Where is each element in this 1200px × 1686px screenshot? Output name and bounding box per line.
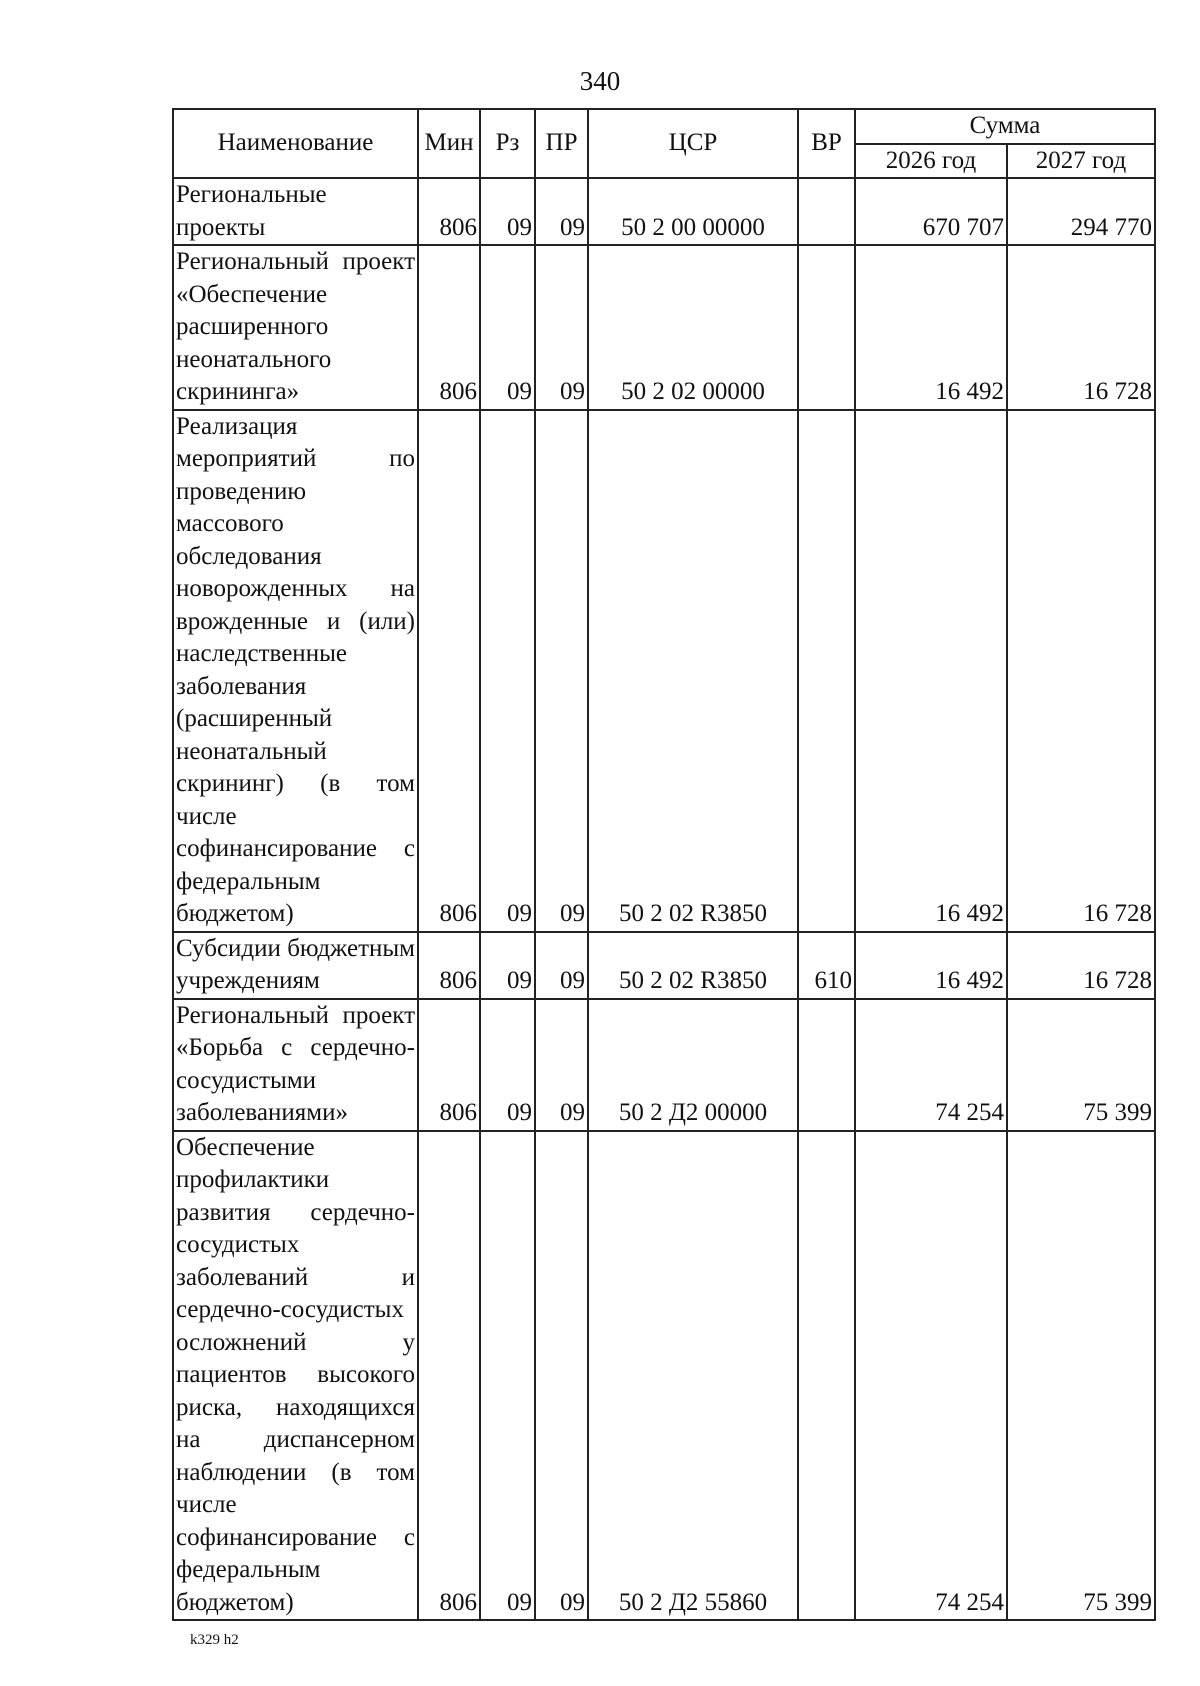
row-sum-2026: 16 492 (855, 245, 1007, 410)
row-min: 806 (418, 410, 480, 932)
header-vr: ВР (798, 109, 855, 178)
table-row (173, 178, 1155, 245)
row-csr: 50 2 02 R3850 (588, 932, 798, 999)
row-csr: 50 2 00 00000 (588, 178, 798, 245)
footer-code: k329 h2 (190, 1632, 239, 1648)
row-min: 806 (418, 245, 480, 410)
row-rz: 09 (480, 999, 535, 1131)
row-pr: 09 (535, 410, 588, 932)
row-min: 806 (418, 932, 480, 999)
row-pr: 09 (535, 245, 588, 410)
row-min: 806 (418, 178, 480, 245)
row-name: Региональный проект «Обеспечение расширенного неонатального скрининга» (173, 245, 418, 410)
row-rz: 09 (480, 245, 535, 410)
row-name: Субсидии бюджетным учреждениям (173, 932, 418, 999)
row-csr: 50 2 Д2 55860 (588, 1131, 798, 1621)
row-csr: 50 2 02 00000 (588, 245, 798, 410)
row-vr (798, 410, 855, 932)
header-year-2026: 2026 год (855, 144, 1007, 179)
page-number: 340 (579, 66, 621, 96)
header-sum: Сумма (855, 109, 1155, 144)
row-rz: 09 (480, 410, 535, 932)
row-sum-2027: 75 399 (1007, 999, 1155, 1131)
row-sum-2026: 16 492 (855, 932, 1007, 999)
table-row (173, 1131, 1155, 1621)
row-sum-2026: 74 254 (855, 999, 1007, 1131)
table-row (173, 932, 1155, 999)
row-sum-2027: 294 770 (1007, 178, 1155, 245)
header-csr: ЦСР (588, 109, 798, 178)
row-csr: 50 2 Д2 00000 (588, 999, 798, 1131)
header-min: Мин (418, 109, 480, 178)
table-row (173, 245, 1155, 410)
table-row (173, 410, 1155, 932)
row-sum-2026: 16 492 (855, 410, 1007, 932)
header-year-2027: 2027 год (1007, 144, 1155, 179)
table-row (173, 999, 1155, 1131)
row-pr: 09 (535, 932, 588, 999)
row-min: 806 (418, 1131, 480, 1621)
row-vr: 610 (798, 932, 855, 999)
row-min: 806 (418, 999, 480, 1131)
row-sum-2027: 75 399 (1007, 1131, 1155, 1621)
row-vr (798, 245, 855, 410)
header-rz: Рз (480, 109, 535, 178)
row-rz: 09 (480, 932, 535, 999)
header-pr: ПР (535, 109, 588, 178)
header-name: Наименование (173, 109, 418, 178)
row-sum-2026: 74 254 (855, 1131, 1007, 1621)
row-sum-2027: 16 728 (1007, 245, 1155, 410)
row-pr: 09 (535, 1131, 588, 1621)
row-name: Реализация мероприятий по проведению массового обследования новорожденных на врожденные и (или) наследственные заболевания (расширенный неонатальный скрининг) (в том числе софинансирование с федеральным бюджетом) (173, 410, 418, 932)
row-pr: 09 (535, 999, 588, 1131)
row-sum-2027: 16 728 (1007, 410, 1155, 932)
row-vr (798, 999, 855, 1131)
row-name: Региональный проект «Борьба с сердечно-сосудистыми заболеваниями» (173, 999, 418, 1131)
row-rz: 09 (480, 1131, 535, 1621)
budget-table (172, 108, 1156, 1621)
table-header (173, 109, 1155, 178)
row-vr (798, 178, 855, 245)
row-pr: 09 (535, 178, 588, 245)
row-name: Региональные проекты (173, 178, 418, 245)
row-vr (798, 1131, 855, 1621)
row-sum-2026: 670 707 (855, 178, 1007, 245)
row-rz: 09 (480, 178, 535, 245)
row-csr: 50 2 02 R3850 (588, 410, 798, 932)
row-sum-2027: 16 728 (1007, 932, 1155, 999)
row-name: Обеспечение профилактики развития сердечно-сосудистых заболеваний и сердечно-сосудистых осложнений у пациентов высокого риска, находящихся на диспансерном наблюдении (в том числе софинансирование с федеральным бюджетом) (173, 1131, 418, 1621)
